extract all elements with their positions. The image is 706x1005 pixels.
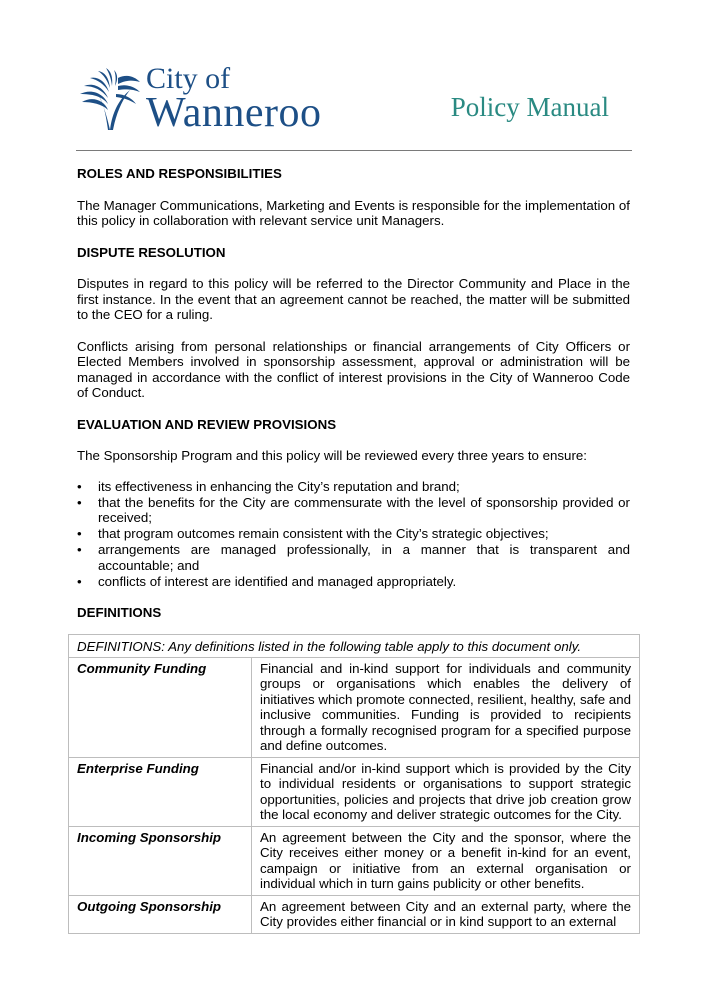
document-body [77, 166, 630, 620]
definition-text: Financial and/or in-kind support which is provided by the City to individual residents or organisations to support strategic opportunities, policies and projects that drive job creation grow the local economy and deliver strategic outcomes for the City. [260, 760, 631, 822]
list-item: • conflicts of interest are identified and managed appropriately. [77, 573, 457, 589]
logo-city-of-text: City of [146, 62, 231, 95]
logo-wanneroo-text: Wanneroo [146, 90, 322, 136]
list-item: • its effectiveness in enhancing the City’s reputation and brand; [77, 478, 460, 494]
dispute-heading: DISPUTE RESOLUTION [77, 244, 226, 260]
definitions-heading: DEFINITIONS [77, 604, 162, 620]
table-row [69, 758, 639, 827]
list-item: • that the benefits for the City are commensurate with the level of sponsorship provided or received; [77, 494, 630, 525]
definition-text: An agreement between the City and the sponsor, where the City receives either money or a benefit in-kind for an event, campaign or initiative from an external organisation or individual which in turn gains publicity or other benefits. [260, 829, 631, 891]
table-row [69, 658, 639, 758]
definitions-table-viewport [68, 634, 640, 929]
list-item: • that program outcomes remain consistent with the City’s strategic objectives; [77, 526, 549, 541]
roles-heading: ROLES AND RESPONSIBILITIES [77, 166, 282, 181]
definition-term: Incoming Sponsorship [69, 827, 252, 895]
list-item: • arrangements are managed professionally, in a manner that is transparent and accountable; and [77, 542, 630, 573]
dispute-paragraph-1: Disputes in regard to this policy will be referred to the Director Community and Place in the first instance. In the event that an agreement cannot be reached, the matter will be submitted to the CEO for a ruling. [77, 276, 630, 322]
bullet-icon: • [77, 573, 82, 589]
table-row [69, 827, 639, 896]
logo-emblem-icon [78, 66, 142, 132]
bullet-icon: • [77, 526, 82, 541]
definitions-table [68, 634, 640, 934]
definition-term: Enterprise Funding [69, 758, 252, 826]
evaluation-intro: The Sponsorship Program and this policy will be reviewed every three years to ensure: [77, 448, 587, 463]
document-type-title: Policy Manual [450, 92, 609, 122]
bullet-icon: • [77, 478, 82, 494]
dispute-paragraph-2: Conflicts arising from personal relationships or financial arrangements of City Officers or Elected Members involved in sponsorship assessment, approval or administration will be managed in accordance with the conflict of interest provisions in the City of Wanneroo Code of Conduct. [77, 338, 630, 400]
definition-text: Financial and in-kind support for individuals and community groups or organisations which enables the delivery of initiatives which promote connected, resilient, healthy, safe and inclusive communities. Funding is provided to recipients through a formally recognised program for a specified purpose and define outcomes. [260, 660, 631, 753]
table-row [69, 896, 639, 934]
header-divider [76, 150, 632, 151]
bullet-icon: • [77, 494, 82, 510]
city-of-wanneroo-logo [78, 62, 328, 137]
definition-text: An agreement between City and an external party, where the City provides either financial or in kind support to an external [260, 898, 631, 929]
table-caption: DEFINITIONS: Any definitions listed in the following table apply to this document only. [69, 635, 639, 658]
evaluation-bullet-list [77, 479, 630, 590]
evaluation-heading: EVALUATION AND REVIEW PROVISIONS [77, 416, 337, 432]
definition-term: Outgoing Sponsorship [69, 896, 252, 933]
roles-paragraph: The Manager Communications, Marketing and Events is responsible for the implementation of this policy in collaboration with relevant service unit Managers. [77, 197, 630, 228]
definition-term: Community Funding [69, 658, 252, 757]
bullet-icon: • [77, 542, 82, 557]
